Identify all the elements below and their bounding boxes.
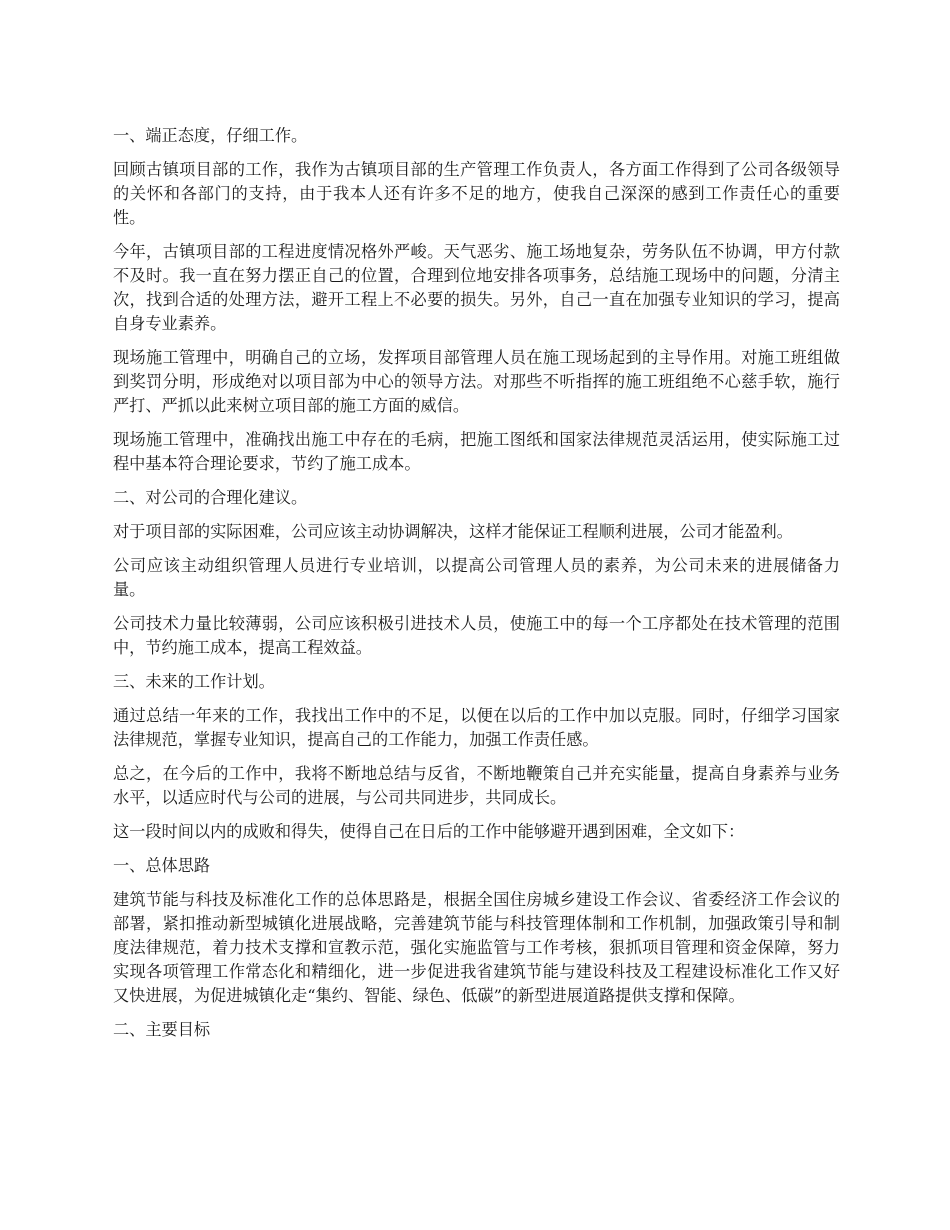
- section-heading: 一、总体思路: [113, 856, 211, 875]
- section-heading: 二、主要目标: [113, 1020, 211, 1039]
- body-paragraph: 对于项目部的实际困难，公司应该主动协调解决，这样才能保证工程顺利进展，公司才能盈利。: [113, 522, 793, 541]
- body-paragraph: 现场施工管理中，准确找出施工中存在的毛病，把施工图纸和国家法律规范灵活运用，使实际施工过程中基本符合理论要求，节约了施工成本。: [113, 430, 840, 473]
- body-paragraph: 总之，在今后的工作中，我将不断地总结与反省，不断地鞭策自己并充实能量，提高自身素养与业务水平，以适应时代与公司的进展，与公司共同进步，共同成长。: [113, 764, 840, 807]
- body-paragraph: 今年，古镇项目部的工程进度情况格外严峻。天气恶劣、施工场地复杂，劳务队伍不协调，甲方付款不及时。我一直在努力摆正自己的位置，合理到位地安排各项事务，总结施工现场中的问题，分清主次，找到合适的处理方法，避开工程上不必要的损失。另外，自己一直在加强专业知识的学习，提高自身专业素养。: [113, 242, 840, 333]
- body-paragraph: 公司应该主动组织管理人员进行专业培训，以提高公司管理人员的素养，为公司未来的进展储备力量。: [113, 556, 840, 599]
- body-paragraph: 通过总结一年来的工作，我找出工作中的不足，以便在以后的工作中加以克服。同时，仔细学习国家法律规范，掌握专业知识，提高自己的工作能力，加强工作责任感。: [113, 706, 840, 749]
- body-paragraph: 现场施工管理中，明确自己的立场，发挥项目部管理人员在施工现场起到的主导作用。对施工班组做到奖罚分明，形成绝对以项目部为中心的领导方法。对那些不听指挥的施工班组绝不心慈手软，施行严打、严抓以此来树立项目部的施工方面的威信。: [113, 348, 840, 415]
- body-paragraph: 这一段时间以内的成败和得失，使得自己在日后的工作中能够避开遇到困难，全文如下：: [113, 822, 745, 841]
- document-body: [113, 124, 840, 1052]
- section-heading: 三、未来的工作计划。: [113, 672, 275, 691]
- section-heading: 二、对公司的合理化建议。: [113, 488, 308, 507]
- body-paragraph: 回顾古镇项目部的工作，我作为古镇项目部的生产管理工作负责人，各方面工作得到了公司各级领导的关怀和各部门的支持，由于我本人还有许多不足的地方，使我自己深深的感到工作责任心的重要性。: [113, 160, 840, 227]
- body-paragraph: 公司技术力量比较薄弱，公司应该积极引进技术人员，使施工中的每一个工序都处在技术管理的范围中，节约施工成本，提高工程效益。: [113, 614, 840, 657]
- body-paragraph: 建筑节能与科技及标准化工作的总体思路是，根据全国住房城乡建设工作会议、省委经济工作会议的部署，紧扣推动新型城镇化进展战略，完善建筑节能与科技管理体制和工作机制，加强政策引导和制度法律规范，着力技术支撑和宣教示范，强化实施监管与工作考核，狠抓项目管理和资金保障，努力实现各项管理工作常态化和精细化，进一步促进我省建筑节能与建设科技及工程建设标准化工作又好又快进展，为促进城镇化走“集约、智能、绿色、低碳”的新型进展道路提供支撑和保障。: [113, 890, 840, 1005]
- section-heading: 一、端正态度，仔细工作。: [113, 126, 308, 145]
